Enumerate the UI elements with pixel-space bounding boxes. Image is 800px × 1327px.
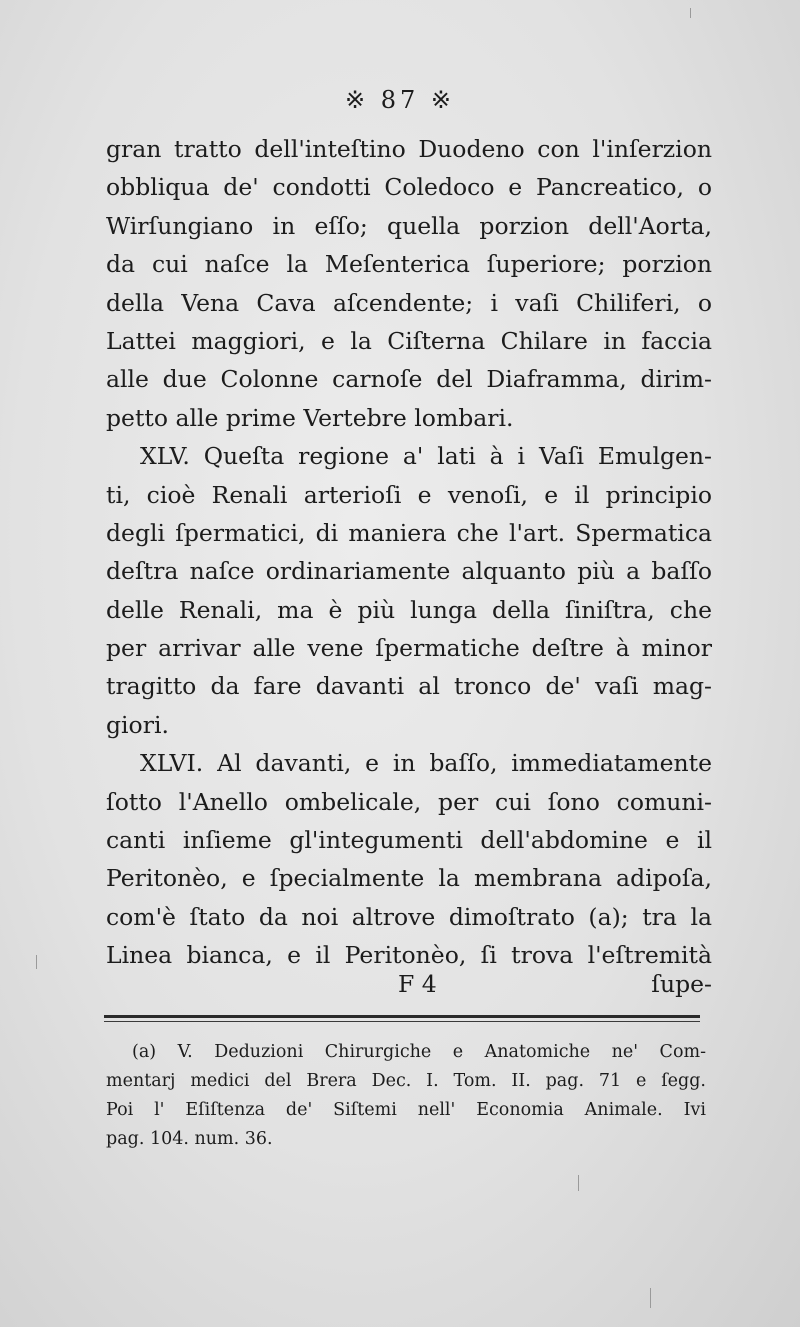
catchword: ſupe- xyxy=(651,970,712,998)
text-line: delle Renali, ma è più lunga della ſiniſtra, che xyxy=(106,595,712,624)
footnote-line: Poi l' Eſiſtenza de' Siſtemi nell' Economia Animale. Ivi xyxy=(106,1100,706,1120)
text-line: com'è ſtato da noi altrove dimoſtrato (a); tra la xyxy=(106,902,712,931)
footnote-rule xyxy=(104,1015,700,1018)
text-line: deſtra naſce ordinariamente alquanto più a baſſo xyxy=(106,557,712,586)
text-line: da cui naſce la Meſenterica ſuperiore; porzion xyxy=(106,250,712,279)
text-line: petto alle prime Vertebre lombari. xyxy=(106,403,514,432)
text-line: XLV. Queſta regione a' lati à i Vaſi Emulgen- xyxy=(140,442,712,471)
text-line: alle due Colonne carnoſe del Diaframma, dirim- xyxy=(106,365,712,394)
footnote-line: pag. 104. num. 36. xyxy=(106,1129,273,1149)
page-foot xyxy=(106,965,712,1003)
text-line: Linea bianca, e il Peritonèo, ſi trova l'eſtremità xyxy=(106,941,712,970)
text-line: gran tratto dell'inteſtino Duodeno con l'inſerzion xyxy=(106,135,712,163)
text-line: tragitto da fare davanti al tronco de' vaſi mag- xyxy=(106,672,712,701)
paper-speck xyxy=(690,8,691,18)
text-line: obbliqua de' condotti Coledoco e Pancreatico, o xyxy=(106,173,712,202)
paper-speck xyxy=(650,1288,651,1308)
text-line: della Vena Cava aſcendente; i vaſi Chiliferi, o xyxy=(106,288,712,317)
footnote-line: (a) V. Deduzioni Chirurgiche e Anatomiche ne' Com- xyxy=(132,1042,706,1062)
text-line: XLVI. Al davanti, e in baſſo, immediatamente xyxy=(140,749,712,778)
text-line: degli ſpermatici, di maniera che l'art. Spermatica xyxy=(106,518,712,547)
text-line: ti, cioè Renali arterioſi e venoſi, e il principio xyxy=(106,480,712,509)
text-line: per arrivar alle vene ſpermatiche deſtre à minor xyxy=(106,634,712,663)
footnotes xyxy=(106,1038,706,1154)
text-line: ſotto l'Anello ombelicale, per cui ſono comuni- xyxy=(106,787,712,816)
text-line: Wirſungiano in eſſo; quella porzion dell'Aorta, xyxy=(106,211,712,240)
page-header: ※ 87 ※ xyxy=(344,86,455,114)
text-line: Lattei maggiori, e la Ciſterna Chilare in faccia xyxy=(106,326,712,355)
signature-mark: F 4 xyxy=(398,970,437,998)
text-line: Peritonèo, e ſpecialmente la membrana adipoſa, xyxy=(106,864,712,893)
footnote-rule-thin xyxy=(104,1021,700,1022)
footnote-line: mentarj medici del Brera Dec. I. Tom. II. pag. 71 e ſegg. xyxy=(106,1071,706,1091)
text-line: canti inſieme gl'integumenti dell'abdomine e il xyxy=(106,826,712,855)
paper-speck xyxy=(578,1175,579,1191)
paper-speck xyxy=(36,955,37,969)
body-text xyxy=(106,130,712,975)
text-line: giori. xyxy=(106,710,169,739)
